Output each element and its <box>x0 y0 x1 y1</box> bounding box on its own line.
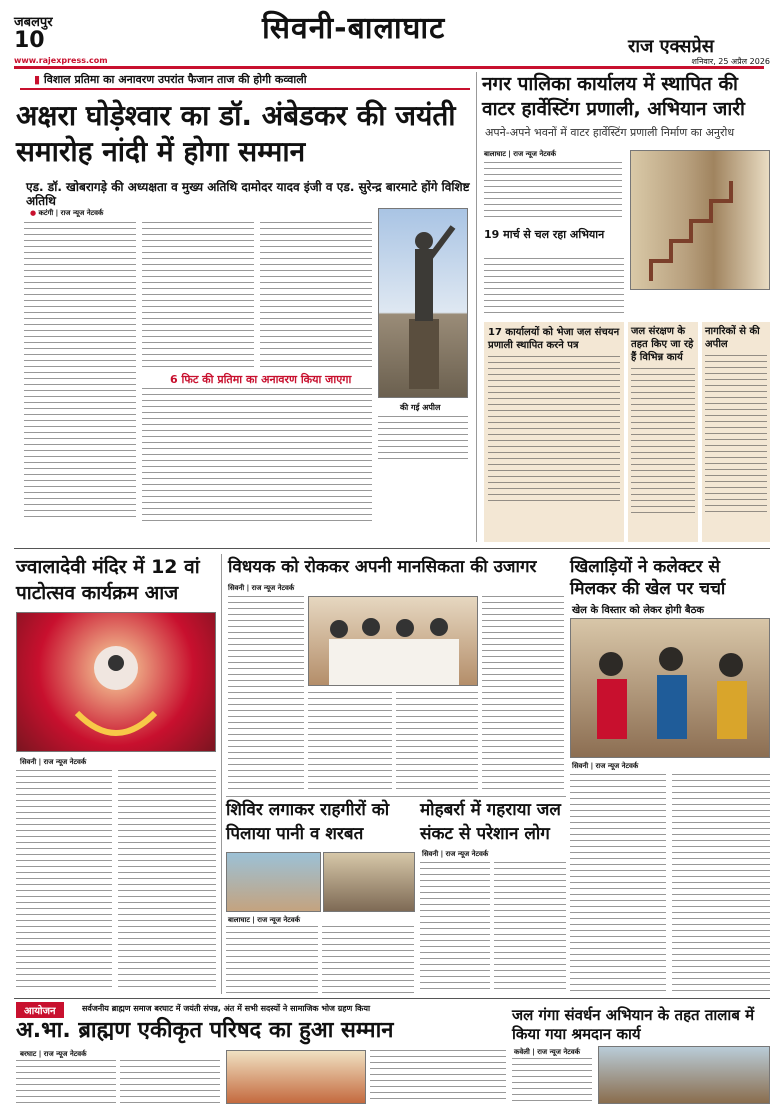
lead-body-col3 <box>260 222 372 368</box>
water-box3 <box>628 322 698 542</box>
water-body <box>484 162 622 222</box>
shivir-body-1 <box>226 926 318 994</box>
water-sub: अपने-अपने भवनों में वाटर हार्वेस्टिंग प्रणाली निर्माण का अनुरोध <box>485 126 735 139</box>
khiladi-sub: खेल के विस्तार को लेकर होगी बैठक <box>572 605 705 616</box>
shivir-headline: शिविर लगाकर राहगीरों को पिलाया पानी व शरबत <box>226 800 390 844</box>
mla-body-1 <box>228 596 304 792</box>
lead-dateline-text: कटंगी | राज न्यूज नेटवर्क <box>38 209 104 217</box>
masthead-left <box>14 12 104 52</box>
statue-icon <box>379 209 467 397</box>
water-headline: नगर पालिका कार्यालय में स्थापित की वाटर हार्वेस्टिंग प्रणाली, अभियान जारी <box>482 73 745 120</box>
row-rule <box>226 796 566 797</box>
lead-body-col2 <box>142 222 254 368</box>
column-rule <box>221 554 222 994</box>
people-icon <box>309 597 477 685</box>
kicker-arrow-icon: ▮ <box>34 73 44 86</box>
edition-city: जबलपुर <box>14 15 53 30</box>
flower-garland-icon <box>17 613 215 751</box>
mohgaon-body-2 <box>494 862 566 994</box>
mla-dateline: सिवनी | राज न्यूज नेटवर्क <box>228 584 295 592</box>
mla-body-2 <box>308 692 392 792</box>
water-box4-head: नागरिकों से की अपील <box>705 326 760 350</box>
lead-inner-head: 6 फिट की प्रतिमा का अनावरण किया जाएगा <box>170 373 352 386</box>
stairs-icon <box>631 151 769 289</box>
water-box3-head: जल संरक्षण के तहत किए जा रहे हैं विभिन्न कार्य <box>631 326 694 363</box>
shivir-dateline: बालाघाट | राज न्यूज नेटवर्क <box>228 916 301 924</box>
water-box2-head: 17 कार्यालयों को भेजा जल संचयन प्रणाली स्थापित करने पत्र <box>488 327 620 351</box>
aayojan-headline: अ.भा. ब्राह्मण एकीकृत परिषद का हुआ सम्मान <box>16 1018 394 1043</box>
section-rule-2 <box>14 998 770 999</box>
jalganga-photo <box>598 1046 770 1104</box>
mohgaon-headline: मोहबर्रा में गहराया जल संकट से परेशान लोग <box>420 800 561 844</box>
section-rule-1 <box>14 548 770 549</box>
jwala-headline: ज्वालादेवी मंदिर में 12 वां पाटोत्सव कार्यक्रम आज <box>16 556 200 604</box>
jwala-body-1 <box>16 770 112 990</box>
lead-body-col1 <box>24 222 136 522</box>
khiladi-photo <box>570 618 770 758</box>
aayojan-label: आयोजन <box>16 1002 64 1018</box>
jwala-body-2 <box>118 770 216 990</box>
khiladi-headline: खिलाड़ियों ने कलेक्टर से मिलकर की खेल पर चर्चा <box>570 557 726 599</box>
lead-caption: की गई अपील <box>400 403 441 412</box>
mla-body-4 <box>482 596 564 792</box>
paper-name: राज एक्सप्रेस <box>628 36 714 57</box>
mla-headline: विधयक को रोककर अपनी मानसिकता की उजागर <box>228 557 537 577</box>
page-number: 10 <box>14 28 45 53</box>
khiladi-body-2 <box>672 774 770 994</box>
water-box3-body <box>631 368 695 513</box>
mohgaon-body-1 <box>420 862 490 994</box>
lead-kicker-text: विशाल प्रतिमा का अनावरण उपरांत फैजान ताज की होगी कव्वाली <box>43 73 307 86</box>
mla-meeting-photo <box>308 596 478 686</box>
shivir-body-2 <box>322 926 414 994</box>
lead-dateline <box>30 209 103 218</box>
players-icon <box>571 619 769 757</box>
water-box2 <box>484 322 624 542</box>
issue-date: शनिवार, 25 अप्रैल 2026 <box>691 57 770 66</box>
water-box2-body <box>488 356 620 506</box>
masthead-rule <box>14 66 764 69</box>
aayojan-kicker: सर्वजनीय ब्राह्मण समाज बरघाट में जयंती संपन्न, अंत में सभी सदस्यों ने सामाजिक भोज ग्रहण किया <box>82 1004 371 1013</box>
water-box4 <box>702 322 770 542</box>
jalganga-headline: जल गंगा संवर्धन अभियान के तहत तालाब में किया गया श्रमदान कार्य <box>512 1006 755 1043</box>
khiladi-dateline: सिवनी | राज न्यूज नेटवर्क <box>572 762 639 770</box>
mla-body-3 <box>396 692 478 792</box>
aayojan-photo <box>226 1050 366 1104</box>
aayojan-body-3 <box>370 1050 506 1104</box>
site-url[interactable]: www.rajexpress.com <box>14 56 108 65</box>
jalganga-dateline: कवेली | राज न्यूज नेटवर्क <box>514 1048 581 1056</box>
water-box4-body <box>705 355 767 515</box>
pin-icon: ● <box>30 209 39 217</box>
jwala-dateline: सिवनी | राज न्यूज नेटवर्क <box>20 758 87 766</box>
lead-headline: अक्षरा घोड़ेश्वार का डॉ. अंबेडकर की जयंती समारोह नांदी में होगा सम्मान <box>16 99 456 168</box>
lead-kicker <box>20 72 470 90</box>
stairway-photo <box>630 150 770 290</box>
shivir-photo-2 <box>323 852 415 912</box>
lead-body-wide <box>142 388 372 522</box>
lead-sub: एड. डॉ. खोबरागड़े की अध्यक्षता व मुख्य अतिथि दामोदर यादव इंजी व एड. सुरेन्द्र बारमाटे होंगे विशिष्ट अतिथि <box>26 180 470 208</box>
section-title: सिवनी-बालाघाट <box>262 11 446 46</box>
caption-text <box>378 416 468 460</box>
aayojan-dateline: बरघाट | राज न्यूज नेटवर्क <box>20 1050 87 1058</box>
ambedkar-statue-photo <box>378 208 468 398</box>
water-dateline: बालाघाट | राज न्यूज नेटवर्क <box>484 150 557 158</box>
goddess-photo <box>16 612 216 752</box>
aayojan-body-1 <box>16 1060 116 1104</box>
water-box1-head: 19 मार्च से चल रहा अभियान <box>484 228 605 241</box>
jalganga-body-1 <box>512 1058 592 1104</box>
shivir-photo <box>226 852 321 912</box>
water-box1-body <box>484 258 624 318</box>
mohgaon-dateline: सिवनी | राज न्यूज नेटवर्क <box>422 850 489 858</box>
aayojan-body-2 <box>120 1060 220 1104</box>
khiladi-body-1 <box>570 774 666 994</box>
column-rule <box>476 72 477 542</box>
